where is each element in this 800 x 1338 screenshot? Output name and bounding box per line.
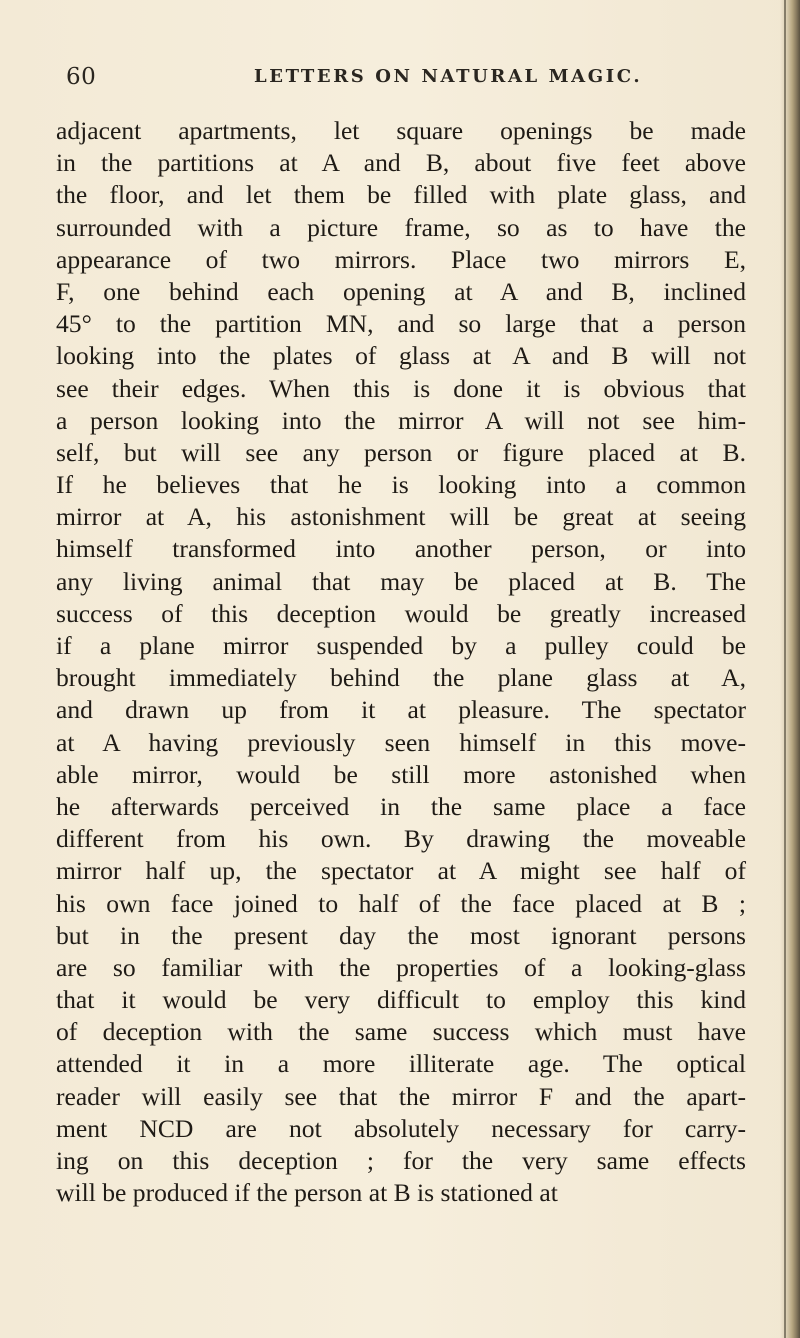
text-line: at A having previously seen himself in this move-	[56, 727, 746, 757]
text-line: success of this deception would be greatly increased	[56, 598, 746, 628]
text-line: looking into the plates of glass at A and B will not	[56, 341, 746, 371]
text-line: ing on this deception ; for the very same effects	[56, 1146, 746, 1175]
text-line: a person looking into the mirror A will not see him-	[56, 405, 746, 435]
text-line: the floor, and let them be filled with plate glass, and	[56, 180, 746, 210]
body-text	[56, 115, 746, 1209]
text-line: mirror at A, his astonishment will be great at seeing	[56, 502, 746, 532]
text-line: of deception with the same success which must have	[56, 1017, 746, 1047]
page-edge-line	[784, 0, 786, 1338]
page-edge-shadow	[780, 0, 800, 1338]
text-line: himself transformed into another person, or into	[56, 534, 746, 564]
text-line: he afterwards perceived in the same place a face	[56, 791, 746, 821]
text-line: appearance of two mirrors. Place two mirrors E,	[56, 244, 746, 274]
text-line: surrounded with a picture frame, so as to have the	[56, 212, 746, 242]
text-line: any living animal that may be placed at B. The	[56, 566, 746, 596]
text-line: adjacent apartments, let square openings be made	[56, 116, 746, 145]
text-line: if a plane mirror suspended by a pulley could be	[56, 631, 746, 660]
text-line: mirror half up, the spectator at A might see half of	[56, 856, 746, 886]
text-line: brought immediately behind the plane glass at A,	[56, 663, 746, 693]
text-line: able mirror, would be still more astonished when	[56, 759, 746, 789]
text-line: different from his own. By drawing the moveable	[56, 824, 746, 854]
page-number: 60	[66, 64, 97, 90]
text-line: are so familiar with the properties of a looking-glass	[56, 952, 746, 982]
text-line: his own face joined to half of the face placed at B ;	[56, 888, 746, 918]
running-title: LETTERS ON NATURAL MAGIC.	[254, 66, 643, 87]
text-line: in the partitions at A and B, about five feet above	[56, 148, 746, 178]
text-line: self, but will see any person or figure placed at B.	[56, 437, 746, 467]
text-line: but in the present day the most ignorant persons	[56, 920, 746, 950]
text-line: and drawn up from it at pleasure. The spectator	[56, 695, 746, 725]
text-line: If he believes that he is looking into a common	[56, 470, 746, 500]
text-line: will be produced if the person at B is stationed at	[56, 1178, 558, 1208]
text-line: attended it in a more illiterate age. The optical	[56, 1049, 746, 1079]
text-line: reader will easily see that the mirror F and the apart-	[56, 1081, 746, 1111]
text-line: see their edges. When this is done it is obvious that	[56, 373, 746, 403]
text-line: 45° to the partition MN, and so large that a person	[56, 309, 746, 339]
text-line: F, one behind each opening at A and B, inclined	[56, 276, 746, 306]
running-head	[66, 64, 746, 90]
text-line: that it would be very difficult to employ this kind	[56, 985, 746, 1015]
text-line: ment NCD are not absolutely necessary for carry-	[56, 1113, 746, 1143]
